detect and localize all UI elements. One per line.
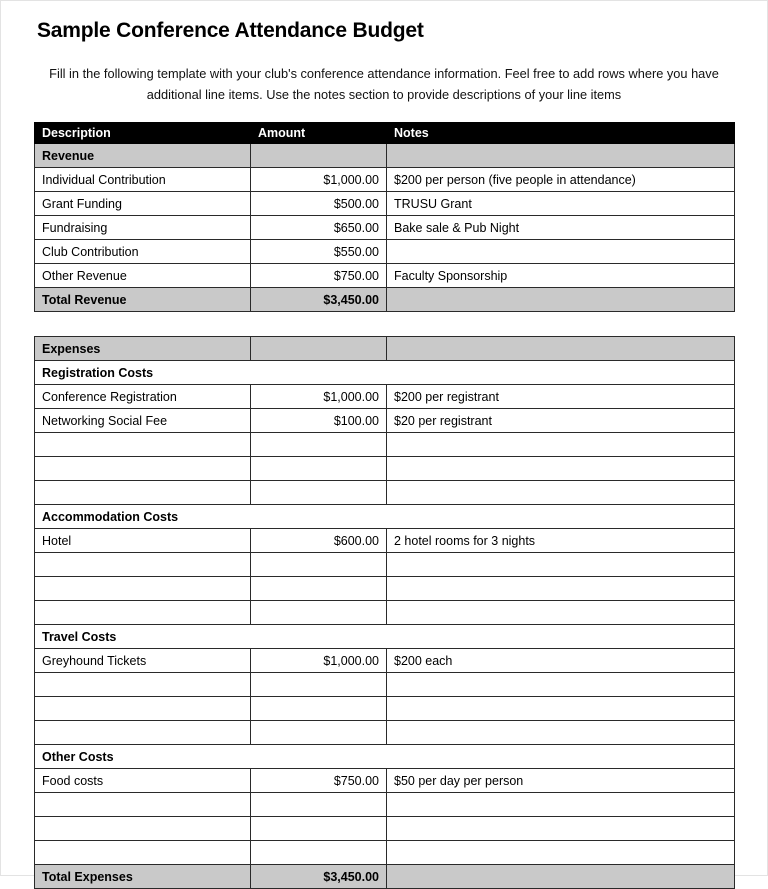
row-notes[interactable]: $200 each bbox=[387, 649, 735, 673]
row-description[interactable] bbox=[35, 841, 251, 865]
row-description[interactable]: Networking Social Fee bbox=[35, 409, 251, 433]
table-row bbox=[35, 769, 735, 793]
row-amount[interactable]: $1,000.00 bbox=[251, 168, 387, 192]
row-notes[interactable] bbox=[387, 601, 735, 625]
row-notes[interactable] bbox=[387, 673, 735, 697]
table-row bbox=[35, 385, 735, 409]
revenue-table bbox=[34, 122, 735, 312]
total-expenses-label: Total Expenses bbox=[35, 865, 251, 889]
row-description[interactable] bbox=[35, 577, 251, 601]
row-amount[interactable]: $550.00 bbox=[251, 240, 387, 264]
row-description[interactable] bbox=[35, 673, 251, 697]
row-notes[interactable] bbox=[387, 553, 735, 577]
page-title: Sample Conference Attendance Budget bbox=[37, 19, 424, 42]
row-notes[interactable]: $20 per registrant bbox=[387, 409, 735, 433]
row-description[interactable]: Food costs bbox=[35, 769, 251, 793]
revenue-group-label: Revenue bbox=[35, 144, 251, 168]
row-amount[interactable] bbox=[251, 553, 387, 577]
expense-section-header-row bbox=[35, 361, 735, 385]
table-row bbox=[35, 264, 735, 288]
table-row-empty bbox=[35, 601, 735, 625]
revenue-table-wrapper bbox=[34, 122, 734, 312]
row-description[interactable] bbox=[35, 817, 251, 841]
column-header-amount: Amount bbox=[251, 123, 387, 144]
row-amount[interactable]: $600.00 bbox=[251, 529, 387, 553]
row-notes[interactable]: TRUSU Grant bbox=[387, 192, 735, 216]
table-row bbox=[35, 529, 735, 553]
row-notes[interactable] bbox=[387, 457, 735, 481]
expenses-table bbox=[34, 336, 735, 889]
row-notes[interactable] bbox=[387, 697, 735, 721]
expense-section-label: Other Costs bbox=[35, 745, 735, 769]
expense-section-header-row bbox=[35, 625, 735, 649]
revenue-group-amount-cell bbox=[251, 144, 387, 168]
row-notes[interactable]: Bake sale & Pub Night bbox=[387, 216, 735, 240]
expenses-table-wrapper bbox=[34, 336, 734, 889]
row-description[interactable] bbox=[35, 481, 251, 505]
table-row-empty bbox=[35, 433, 735, 457]
row-amount[interactable]: $1,000.00 bbox=[251, 649, 387, 673]
total-revenue-label: Total Revenue bbox=[35, 288, 251, 312]
total-revenue-amount: $3,450.00 bbox=[251, 288, 387, 312]
row-description[interactable] bbox=[35, 601, 251, 625]
row-amount[interactable] bbox=[251, 481, 387, 505]
row-notes[interactable] bbox=[387, 577, 735, 601]
row-amount[interactable] bbox=[251, 673, 387, 697]
row-notes[interactable]: $200 per registrant bbox=[387, 385, 735, 409]
table-row-empty bbox=[35, 457, 735, 481]
expense-section-label: Accommodation Costs bbox=[35, 505, 735, 529]
table-row-empty bbox=[35, 841, 735, 865]
row-notes[interactable] bbox=[387, 240, 735, 264]
row-description[interactable]: Club Contribution bbox=[35, 240, 251, 264]
intro-paragraph: Fill in the following template with your club's conference attendance information. Feel free to add rows where you have additional line items. Use the notes section to provide descriptions of your line items bbox=[49, 66, 719, 102]
row-notes[interactable] bbox=[387, 817, 735, 841]
row-description[interactable] bbox=[35, 721, 251, 745]
column-header-description: Description bbox=[35, 123, 251, 144]
row-amount[interactable]: $650.00 bbox=[251, 216, 387, 240]
row-description[interactable] bbox=[35, 697, 251, 721]
row-amount[interactable] bbox=[251, 697, 387, 721]
expenses-group-label: Expenses bbox=[35, 337, 251, 361]
row-description[interactable]: Other Revenue bbox=[35, 264, 251, 288]
row-amount[interactable] bbox=[251, 817, 387, 841]
row-description[interactable]: Individual Contribution bbox=[35, 168, 251, 192]
row-amount[interactable] bbox=[251, 721, 387, 745]
row-description[interactable]: Conference Registration bbox=[35, 385, 251, 409]
row-notes[interactable] bbox=[387, 721, 735, 745]
row-notes[interactable]: $50 per day per person bbox=[387, 769, 735, 793]
table-row-empty bbox=[35, 817, 735, 841]
table-row-empty bbox=[35, 673, 735, 697]
table-row-empty bbox=[35, 553, 735, 577]
row-notes[interactable] bbox=[387, 793, 735, 817]
expenses-group-row bbox=[35, 337, 735, 361]
row-amount[interactable] bbox=[251, 457, 387, 481]
row-amount[interactable] bbox=[251, 841, 387, 865]
table-row-empty bbox=[35, 721, 735, 745]
expenses-group-amount-cell bbox=[251, 337, 387, 361]
expense-section-label: Registration Costs bbox=[35, 361, 735, 385]
total-revenue-notes bbox=[387, 288, 735, 312]
row-notes[interactable]: $200 per person (five people in attendance) bbox=[387, 168, 735, 192]
row-description[interactable]: Fundraising bbox=[35, 216, 251, 240]
total-expenses-notes bbox=[387, 865, 735, 889]
row-description[interactable]: Hotel bbox=[35, 529, 251, 553]
total-revenue-row bbox=[35, 288, 735, 312]
expense-section-label: Travel Costs bbox=[35, 625, 735, 649]
row-amount[interactable]: $100.00 bbox=[251, 409, 387, 433]
row-description[interactable] bbox=[35, 793, 251, 817]
table-row bbox=[35, 649, 735, 673]
table-row-empty bbox=[35, 793, 735, 817]
table-row bbox=[35, 168, 735, 192]
row-amount[interactable] bbox=[251, 433, 387, 457]
row-amount[interactable]: $500.00 bbox=[251, 192, 387, 216]
total-expenses-amount: $3,450.00 bbox=[251, 865, 387, 889]
table-header-row bbox=[35, 123, 735, 144]
row-amount[interactable] bbox=[251, 601, 387, 625]
expense-section-header-row bbox=[35, 745, 735, 769]
row-amount[interactable] bbox=[251, 577, 387, 601]
budget-tables bbox=[1, 122, 767, 889]
table-row bbox=[35, 192, 735, 216]
row-notes[interactable]: Faculty Sponsorship bbox=[387, 264, 735, 288]
row-description[interactable]: Grant Funding bbox=[35, 192, 251, 216]
table-row-empty bbox=[35, 577, 735, 601]
revenue-group-notes-cell bbox=[387, 144, 735, 168]
row-notes[interactable] bbox=[387, 841, 735, 865]
row-description[interactable]: Greyhound Tickets bbox=[35, 649, 251, 673]
row-notes[interactable]: 2 hotel rooms for 3 nights bbox=[387, 529, 735, 553]
row-amount[interactable]: $750.00 bbox=[251, 769, 387, 793]
row-amount[interactable] bbox=[251, 793, 387, 817]
table-row-empty bbox=[35, 481, 735, 505]
table-gap bbox=[1, 312, 767, 336]
table-row bbox=[35, 216, 735, 240]
row-notes[interactable] bbox=[387, 481, 735, 505]
row-amount[interactable]: $1,000.00 bbox=[251, 385, 387, 409]
expense-section-header-row bbox=[35, 505, 735, 529]
table-row bbox=[35, 409, 735, 433]
expenses-group-notes-cell bbox=[387, 337, 735, 361]
row-notes[interactable] bbox=[387, 433, 735, 457]
row-amount[interactable]: $750.00 bbox=[251, 264, 387, 288]
revenue-group-row bbox=[35, 144, 735, 168]
column-header-notes: Notes bbox=[387, 123, 735, 144]
table-row-empty bbox=[35, 697, 735, 721]
table-row bbox=[35, 240, 735, 264]
row-description[interactable] bbox=[35, 553, 251, 577]
total-expenses-row bbox=[35, 865, 735, 889]
row-description[interactable] bbox=[35, 457, 251, 481]
row-description[interactable] bbox=[35, 433, 251, 457]
